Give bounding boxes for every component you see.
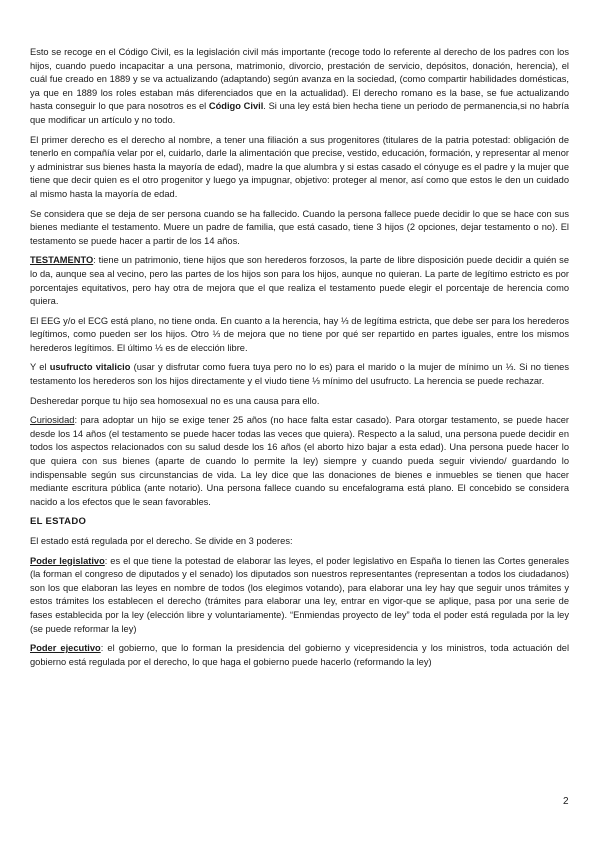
paragraph-curiosidad: Curiosidad: para adoptar un hijo se exige tener 25 años (no hace falta estar casado). Para otorgar testamento, se puede hacer desde los 14 años (el testamento se puede hacer todas las veces que quiera). Respecto a la salud, una persona puede decidir en todos los aspectos relacionados con su salud desde los 16 años (el aborto hizo bajar a esta edad). Una persona puede hacer lo que quiera con sus bienes (aparte de cuando lo permite la ley) siempre y cuando pueda seguir viviendo/ guardando lo indispensable según sus circunstancias de vida. La ley dice que las donaciones de bienes e inmuebles se tienen que hacer mediante escritura pública (ante notario). Una persona fallece cuando su encefalograma está plano. El concebido se considera nacido a los efectos que le sean favorables. <box>30 415 569 507</box>
usufructo-term: usufructo vitalicio <box>49 362 131 373</box>
paragraph-testamento: TESTAMENTO: tiene un patrimonio, tiene hijos que son herederos forzosos, la parte de libre disposición puede decidir a quién se lo da, aunque sea al vecino, pero las partes de los hijos son para los hijos, aunque no quieran. La parte de legítimo estricto es por porcentajes equitativos, pero hay otra de mejora que el que realiza el testamento puede elegir el porcentaje de herencia como quiera. <box>30 255 569 307</box>
paragraph-derecho-nombre: El primer derecho es el derecho al nombre, a tener una filiación a sus progenitores (titulares de la patria potestad: obligación de tenerlo en compañía velar por el, cuidarlo, darle la alimentación que precise, vestido, educación, formación, y representar al menor y administrar sus bienes hasta la mayoría de edad), madre la que alumbra y si estas casado el cónyuge es el padre y la mujer que tiene que decir quien es el otro progenitor y luego ya impugnar, objetivo: proteger al menor, así como que estos le den un cuidado al mismo hasta la mayoría de edad. <box>30 134 569 199</box>
page-number: 2 <box>563 796 569 807</box>
document-page <box>30 46 569 675</box>
section-heading: EL ESTADO <box>30 516 87 528</box>
paragraph-desheredar: Desheredar porque tu hijo sea homosexual no es una causa para ello. <box>30 395 320 406</box>
paragraph-poder-legislativo: Poder legislativo: es el que tiene la potestad de elaborar las leyes, el poder legislativo en España lo tienen las Cortes generales (la forman el congreso de diputados y el senado) los diputados son nuestros representantes (representan a todos los ciudadanos) son los que elaboran las leyes en nombre de todos (los elegimos votando), para elaborar una ley hay que seguir unos trámites y estos trámites los establecen el derecho (trámites para elaborar una ley, entrar en vigor-que se aplique, pasa por una serie de fases establecida por la ley (elección libre y voluntariamente). “Enmiendas proyecto de ley” toda el poder está regulada por la ley (se puede reformar la ley) <box>30 555 569 634</box>
paragraph-fallecimiento: Se considera que se deja de ser persona cuando se ha fallecido. Cuando la persona fallece puede decidir lo que se hace con sus bienes mediante el testamento. Muere un padre de familia, que está casado, tiene 3 hijos (2 opciones, dejar testamento o no). El testamento se puede hacer a partir de los 14 años. <box>30 208 569 246</box>
bold-term: Código Civil <box>208 101 264 112</box>
poder-legislativo-term: Poder legislativo <box>30 555 105 566</box>
paragraph-herencia: El EEG y/o el ECG está plano, no tiene onda. En cuanto a la herencia, hay ⅓ de legítima estricta, que debe ser para los herederos legítimos, como pueden ser los hijos. Otro ⅓ de mejora que no tiene por qué ser repartido en partes iguales, entre los mismos herederos legítimos. El último ⅓ es de elección libre. <box>30 315 569 353</box>
paragraph-usufructo: Y el usufructo vitalicio (usar y disfrutar como fuera tuya pero no lo es) para el marido o la mujer de mínimo un ⅓. Si no tienes testamento los herederos son los hijos directamente y el viudo tiene ⅓ mínimo del usufructo. La herencia se puede rechazar. <box>30 362 569 387</box>
curiosidad-term: Curiosidad <box>30 415 75 426</box>
paragraph-poderes: El estado está regulada por el derecho. Se divide en 3 poderes: <box>30 536 293 546</box>
paragraph-poder-ejecutivo: Poder ejecutivo: el gobierno, que lo forman la presidencia del gobierno y vicepresidencia y los ministros, toda actuación del gobierno está regulada por el derecho, lo que haga el gobierno puede hacerlo (reformando la ley) <box>30 643 570 667</box>
poder-ejecutivo-term: Poder ejecutivo <box>30 643 101 654</box>
testamento-term: TESTAMENTO <box>30 255 94 266</box>
paragraph-codigo-civil: Esto se recoge en el Código Civil, es la legislación civil más importante (recoge todo lo referente al derecho de los padres con los hijos, cuando puedo incapacitar a una persona, matrimonio, divorcio, prestación de servicio, depósitos, donación, herencia), el cuál fue creado en 1889 y se va actualizando (adaptando) según avanza en la sociedad, (como compartir habilidades domésticas, ya que en 1889 los roles estaban más diferenciados que en la actualidad). El derecho romano es la base, se fue actualizando hasta conseguir lo que para nosotros es el Código Civil. Si una ley está bien hecha tiene un periodo de permanencia,si no habría que modificar un artículo y no todo. <box>30 47 569 125</box>
